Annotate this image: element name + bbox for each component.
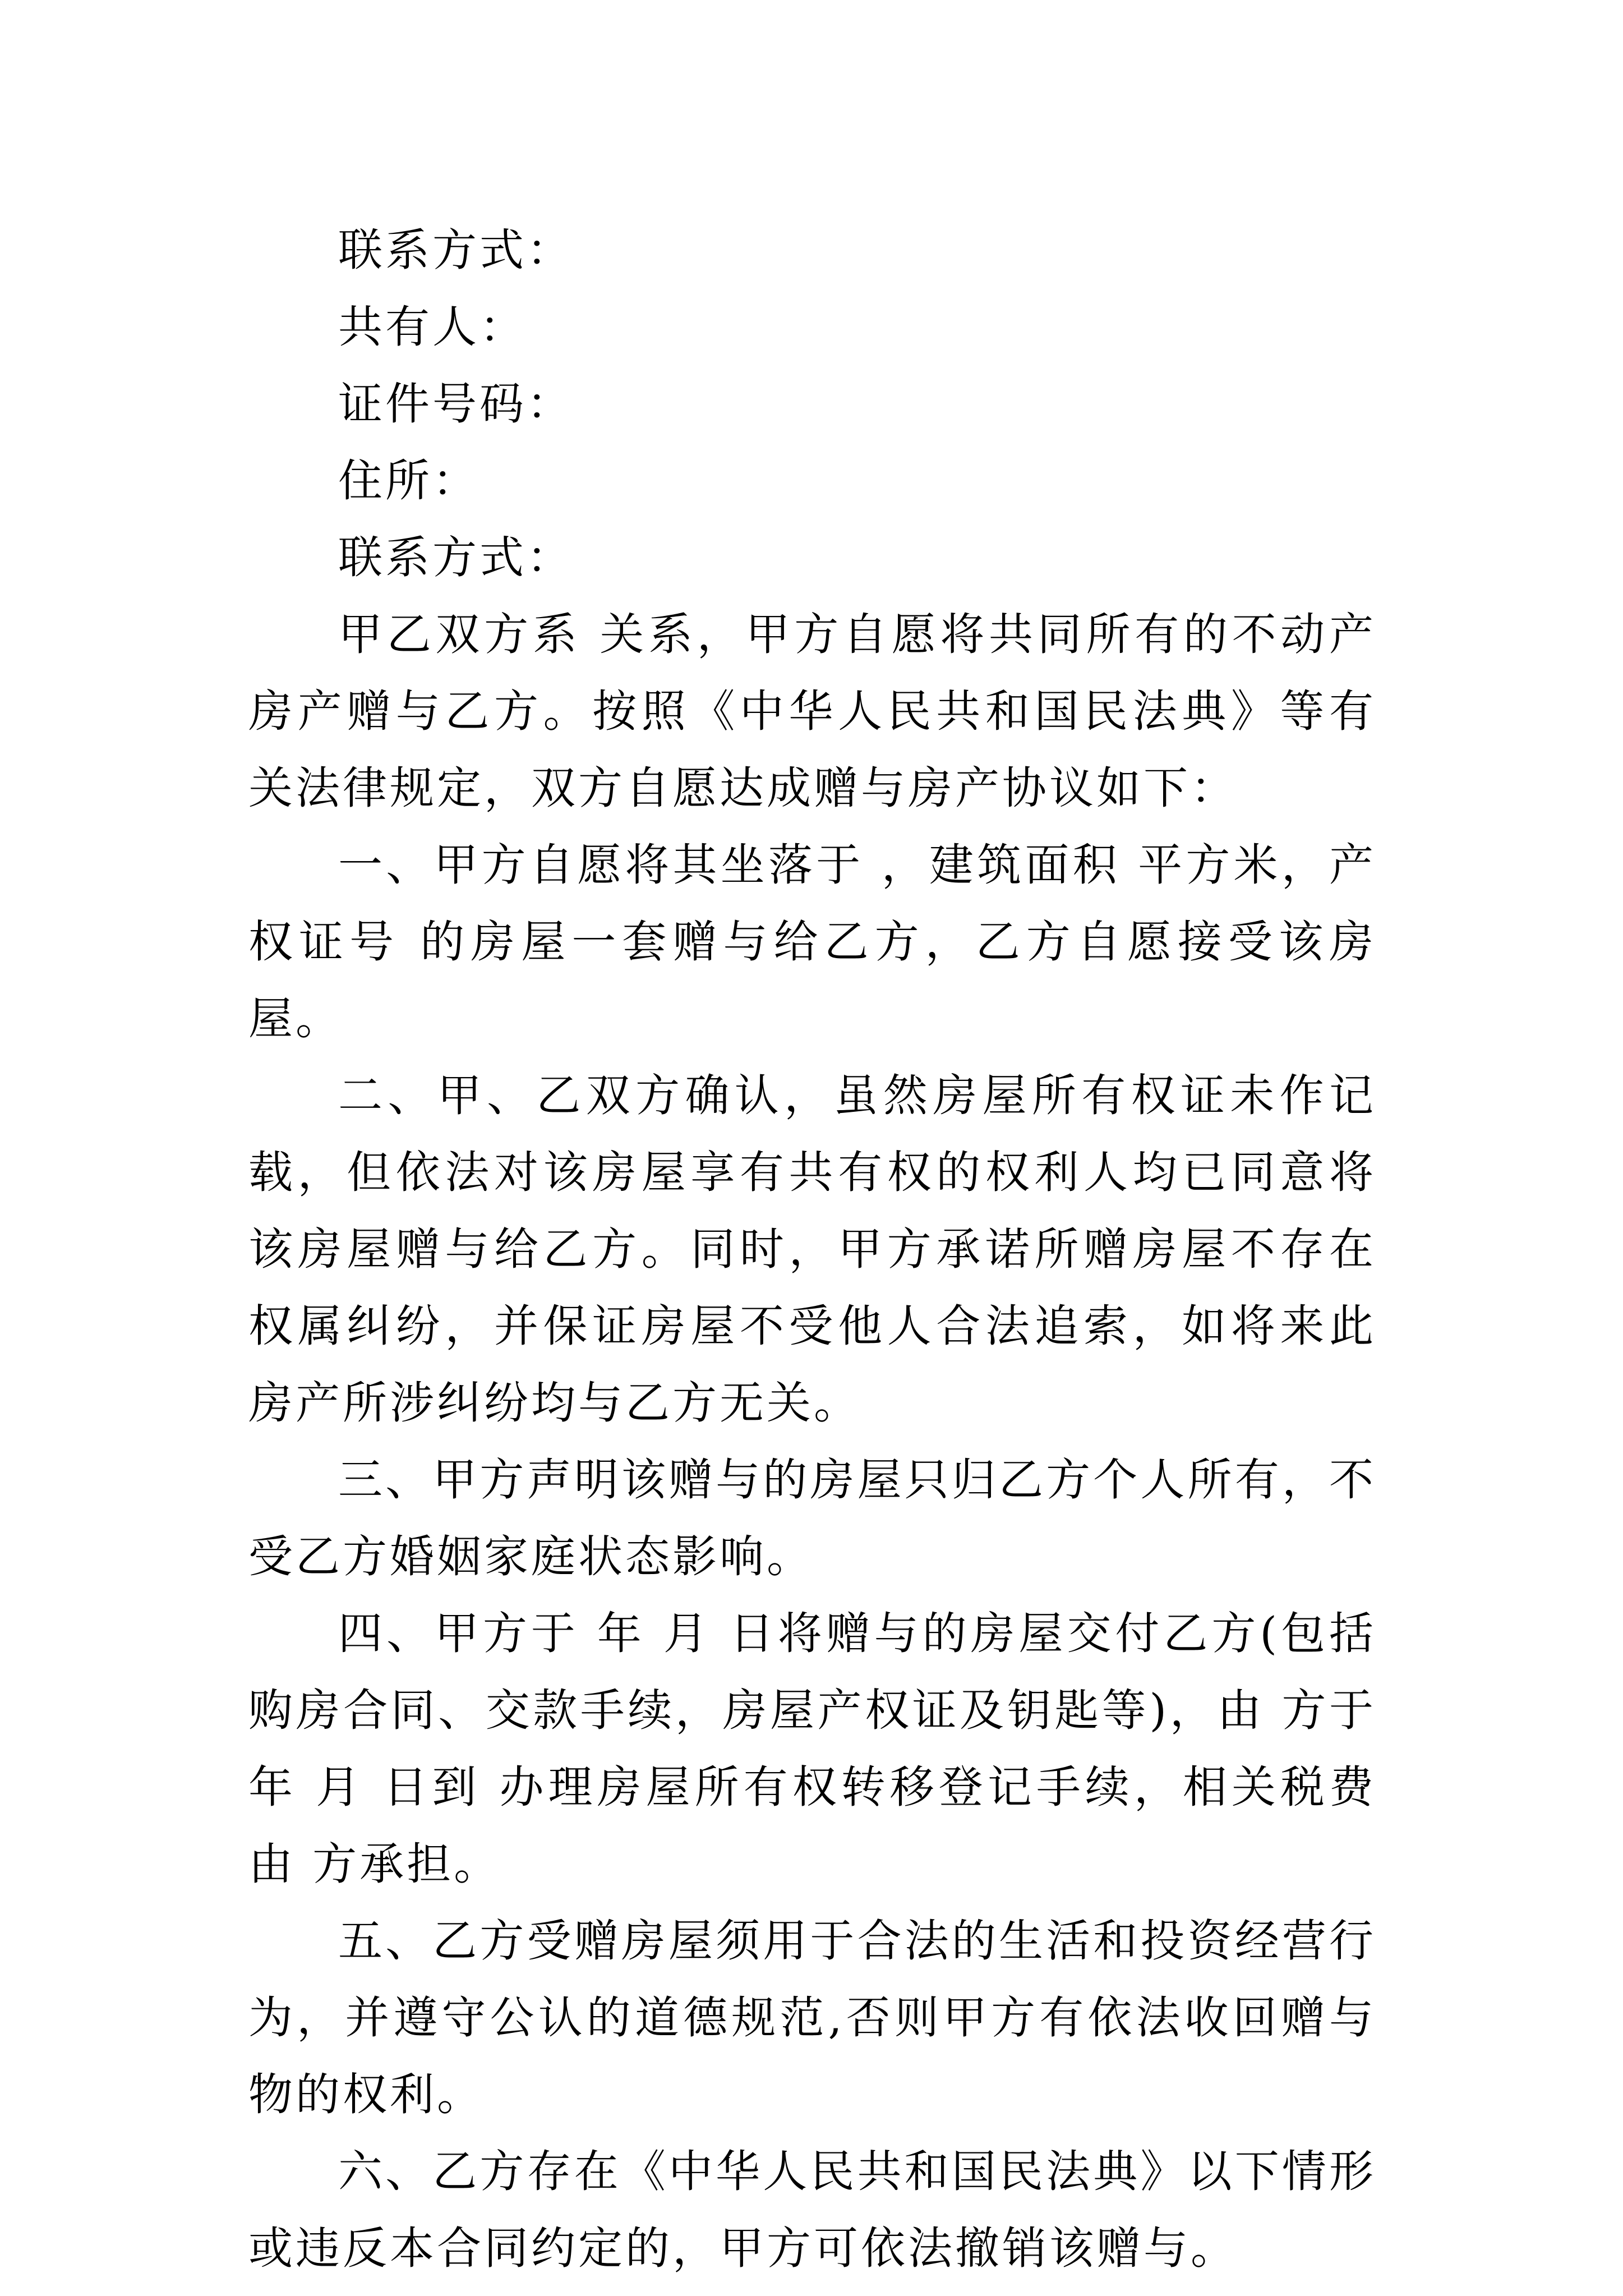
paragraph-clause-1: 一、甲方自愿将其坐落于 ，建筑面积 平方米，产权证号 的房屋一套赠与给乙方，乙方自愿接受该房屋。 [248,839,1376,1045]
field-contact-1: 联系方式： [338,224,574,276]
paragraph-clause-2: 二、甲、乙双方确认，虽然房屋所有权证未作记载，但依法对该房屋享有共有权的权利人均已同意将该房屋赠与给乙方。同时，甲方承诺所赠房屋不存在权属纠纷，并保证房屋不受他人合法追索，如将来此房产所涉纠纷均与乙方无关。 [248,1070,1376,1429]
field-co-owner: 共有人： [338,301,527,353]
field-id-number: 证件号码： [338,378,574,430]
field-address: 住所： [338,455,479,507]
paragraph-clause-3: 三、甲方声明该赠与的房屋只归乙方个人所有，不受乙方婚姻家庭状态影响。 [248,1454,1376,1582]
paragraph-intro: 甲乙双方系 关系，甲方自愿将共同所有的不动产房产赠与乙方。按照《中华人民共和国民法典》等有关法律规定，双方自愿达成赠与房产协议如下： [248,609,1376,814]
field-contact-2: 联系方式： [338,532,574,583]
paragraph-clause-4: 四、甲方于 年 月 日将赠与的房屋交付乙方(包括购房合同、交款手续，房屋产权证及钥匙等)，由 方于 年 月 日到 办理房屋所有权转移登记手续，相关税费由 方承担。 [248,1608,1376,1890]
document-body [248,212,1376,2287]
paragraph-clause-6: 六、乙方存在《中华人民共和国民法典》以下情形或违反本合同约定的，甲方可依法撤销该赠与。 [248,2146,1376,2274]
paragraph-clause-5: 五、乙方受赠房屋须用于合法的生活和投资经营行为，并遵守公认的道德规范,否则甲方有依法收回赠与物的权利。 [248,1915,1376,2120]
